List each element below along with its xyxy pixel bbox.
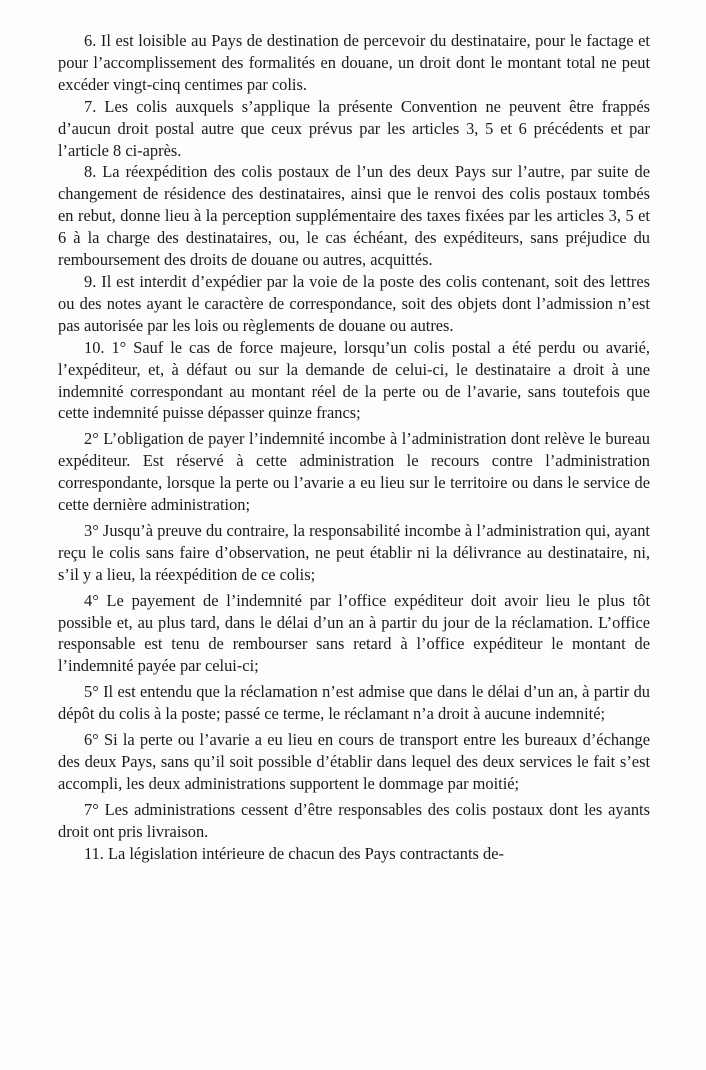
paragraph-art10-item5: 5° Il est entendu que la réclamation n’est admise que dans le délai d’un an, à partir du dépôt du colis à la poste; passé ce terme, le réclamant n’a droit à aucune indemnité; — [58, 682, 650, 724]
paragraph-art10-item4: 4° Le payement de l’indemnité par l’office expéditeur doit avoir lieu le plus tôt possible et, au plus tard, dans le délai d’un an à partir du jour de la réclamation. L’office responsable est tenu de rembourser sans retard à l’office expéditeur le montant de l’indemnité payée par celui-ci; — [58, 590, 650, 676]
paragraph-art11: 11. La législation intérieure de chacun des Pays contractants de- — [84, 843, 504, 863]
paragraph-art7: 7. Les colis auxquels s’applique la présente Convention ne peuvent être frappés d’aucun droit postal autre que ceux prévus par les articles 3, 5 et 6 précédents et par l’article 8 ci-après. — [58, 96, 650, 160]
paragraph-art10-item1: 10. 1° Sauf le cas de force majeure, lorsqu’un colis postal a été perdu ou avarié, l’expéditeur, et, à défaut ou sur la demande de celui-ci, le destinataire a droit à une indemnité correspondant au montant réel de la perte ou de l’avarie, sans toutefois que cette indemnité puisse dépasser quinze francs; — [58, 337, 650, 423]
paragraph-art6: 6. Il est loisible au Pays de destination de percevoir du destinataire, pour le factage et pour l’accomplissement des formalités en douane, un droit dont le montant total ne peut excéder vingt-cinq centimes par colis. — [58, 31, 650, 94]
document-body — [58, 30, 650, 865]
paragraph-art10-item6: 6° Si la perte ou l’avarie a eu lieu en cours de transport entre les bureaux d’échange des deux Pays, sans qu’il soit possible d’établir dans lequel des deux services le fait s’est accompli, les deux administrations supportent le dommage par moitié; — [58, 730, 650, 793]
paragraph-art10-item3: 3° Jusqu’à preuve du contraire, la responsabilité incombe à l’administration qui, ayant reçu le colis sans faire d’observation, ne peut établir ni la délivrance au destinataire, ni, s’il y a lieu, la réexpédition de ce colis; — [58, 520, 650, 584]
paragraph-art8: 8. La réexpédition des colis postaux de l’un des deux Pays sur l’autre, par suite de changement de résidence des destinataires, ainsi que le renvoi des colis postaux tombés en rebut, donne lieu à la perception supplémentaire des taxes fixées par les articles 3, 5 et 6 à la charge des destinataires, ou, le cas échéant, des expéditeurs, sans préjudice du remboursement des droits de douane ou autres, acquittés. — [58, 162, 650, 270]
paragraph-art10-item2: 2° L’obligation de payer l’indemnité incombe à l’administration dont relève le bureau expéditeur. Est réservé à cette administration le recours contre l’administration correspondante, lorsque la perte ou l’avarie a eu lieu sur le territoire ou dans le service de cette dernière administration; — [58, 429, 650, 515]
paragraph-art10-item7: 7° Les administrations cessent d’être responsables des colis postaux dont les ayants droit ont pris livraison. — [58, 799, 650, 841]
paragraph-art9: 9. Il est interdit d’expédier par la voie de la poste des colis contenant, soit des lettres ou des notes ayant le caractère de correspondance, soit des objets dont l’admission n’est pas autorisée par les lois ou règlements de douane ou autres. — [58, 271, 650, 335]
